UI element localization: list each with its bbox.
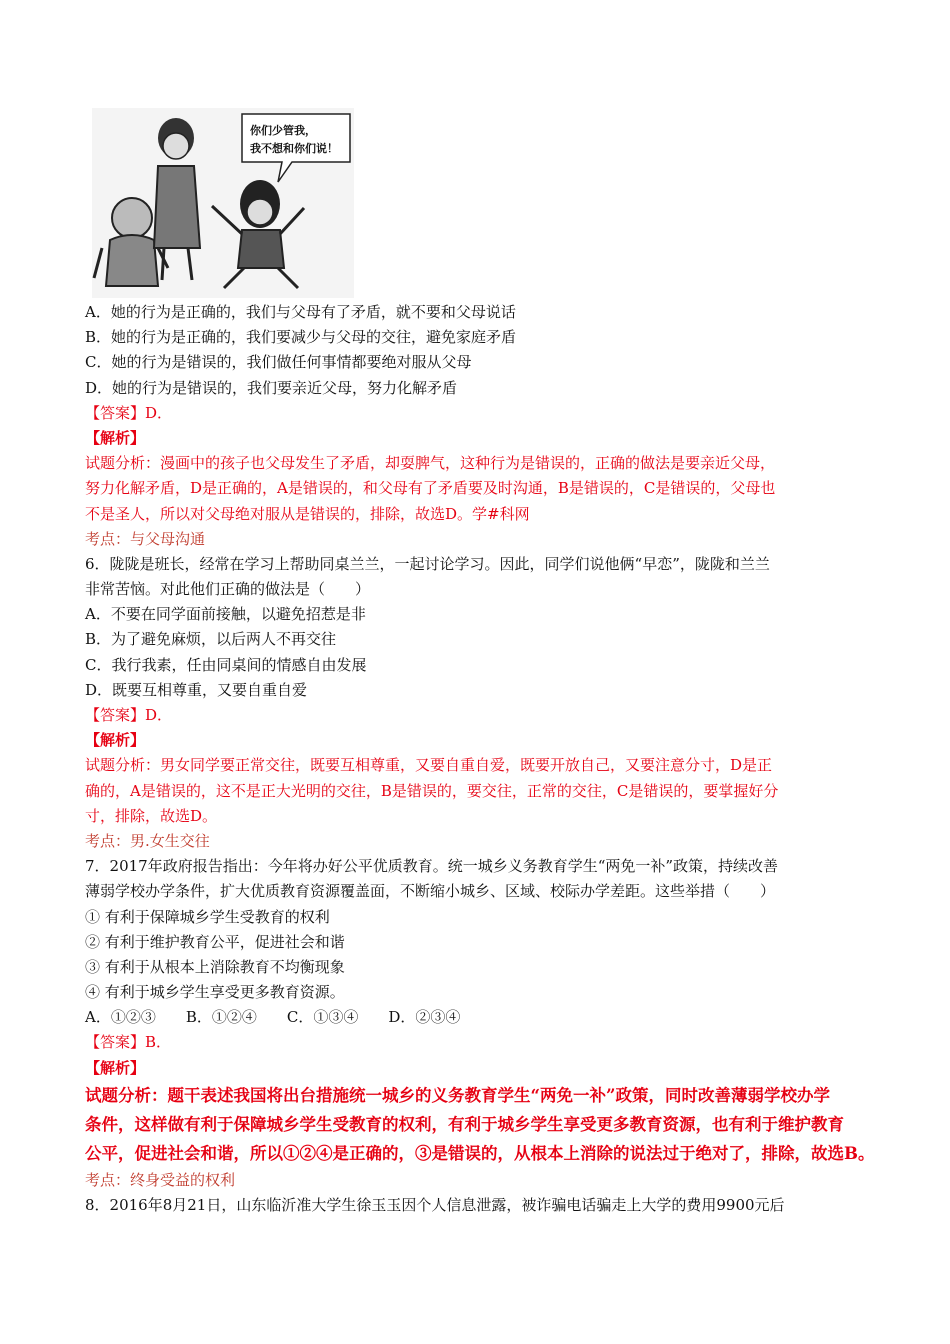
- q7-kaodian: 考点：终身受益的权利: [85, 1170, 236, 1189]
- q7-item-1: ① 有利于保障城乡学生受教育的权利: [85, 907, 330, 926]
- q7-stem-line-1: 7．2017年政府报告指出：今年将办好公平优质教育。统一城乡义务教育学生“两免一补”政策，持续改善: [85, 857, 779, 876]
- speech-line-2: 我不想和你们说！: [250, 142, 338, 155]
- q6-stem-line-1: 6．陇陇是班长，经常在学习上帮助同桌兰兰，一起讨论学习。因此，同学们说他俩“早恋”，陇陇和兰兰: [85, 554, 770, 573]
- q6-option-b: B．为了避免麻烦，以后两人不再交往: [85, 630, 337, 649]
- q6-stem-line-2: 非常苦恼。对此他们正确的做法是（ ）: [85, 580, 371, 599]
- q5-analysis-line-1: 试题分析：漫画中的孩子也父母发生了矛盾，却耍脾气，这种行为是错误的，正确的做法是要亲近父母，: [85, 454, 776, 473]
- q6-option-c: C．我行我素，任由同桌间的情感自由发展: [85, 655, 367, 674]
- q7-item-3: ③ 有利于从根本上消除教育不均衡现象: [85, 957, 345, 976]
- q5-option-d: D．她的行为是错误的，我们要亲近父母，努力化解矛盾: [85, 378, 458, 397]
- q5-kaodian: 考点：与父母沟通: [85, 529, 206, 548]
- q6-option-a: A．不要在同学面前接触，以避免招惹是非: [85, 605, 366, 624]
- q7-answer: 【答案】B．: [85, 1033, 172, 1052]
- q5-analysis-line-2: 努力化解矛盾，D是正确的，A是错误的，和父母有了矛盾要及时沟通，B是错误的，C是错误的，父母也: [85, 479, 776, 498]
- q6-kaodian: 考点：男.女生交往: [85, 831, 210, 850]
- q7-analysis-line-2: 条件，这样做有利于保障城乡学生受教育的权利，有利于城乡学生享受更多教育资源，也有利于维护教育: [85, 1114, 844, 1134]
- q7-analysis-line-3: 公平，促进社会和谐，所以①②④是正确的，③是错误的，从根本上消除的说法过于绝对了，排除，故选B。: [85, 1143, 875, 1163]
- q8-stem: 8．2016年8月21日，山东临沂准大学生徐玉玉因个人信息泄露，被诈骗电话骗走上大学的费用9900元后: [85, 1196, 785, 1214]
- q7-stem-line-2: 薄弱学校办学条件，扩大优质教育资源覆盖面，不断缩小城乡、区域、校际办学差距。这些举措（ ）: [85, 882, 776, 901]
- q7-options: A．①②③ B．①②④ C．①③④ D．②③④: [85, 1008, 461, 1027]
- q6-analysis-label: 【解析】: [85, 731, 146, 750]
- q7-analysis-line-1: 试题分析：题干表述我国将出台措施统一城乡的义务教育学生“两免一补”政策，同时改善薄弱学校办学: [85, 1085, 830, 1105]
- q5-analysis-line-3: 不是圣人，所以对父母绝对服从是错误的，排除，故选D。学#科网: [85, 504, 530, 523]
- q7-item-2: ② 有利于维护教育公平，促进社会和谐: [85, 932, 345, 951]
- q6-answer: 【答案】D．: [85, 706, 173, 724]
- q6-analysis-line-3: 寸，排除，故选D。: [85, 806, 218, 825]
- q7-item-4: ④ 有利于城乡学生享受更多教育资源。: [85, 983, 345, 1002]
- cartoon-illustration: [92, 108, 354, 298]
- q5-analysis-label: 【解析】: [85, 428, 146, 447]
- q5-option-a: A．她的行为是正确的，我们与父母有了矛盾，就不要和父母说话: [85, 303, 516, 321]
- question-content: [85, 300, 885, 1218]
- q5-answer: 【答案】D．: [85, 403, 173, 422]
- q7-analysis-label: 【解析】: [85, 1058, 146, 1077]
- q5-option-c: C．她的行为是错误的，我们做任何事情都要绝对服从父母: [85, 353, 472, 372]
- q6-analysis-line-2: 确的，A是错误的，这不是正大光明的交往，B是错误的，要交往，正常的交往，C是错误的，要掌握好分: [85, 781, 779, 800]
- q6-analysis-line-1: 试题分析：男女同学要正常交往，既要互相尊重，又要自重自爱，既要开放自己，又要注意分寸，D是正: [85, 756, 773, 775]
- speech-line-1: 你们少管我，: [250, 124, 316, 137]
- q5-option-b: B．她的行为是正确的，我们要减少与父母的交往，避免家庭矛盾: [85, 328, 517, 347]
- q6-option-d: D．既要互相尊重，又要自重自爱: [85, 680, 308, 699]
